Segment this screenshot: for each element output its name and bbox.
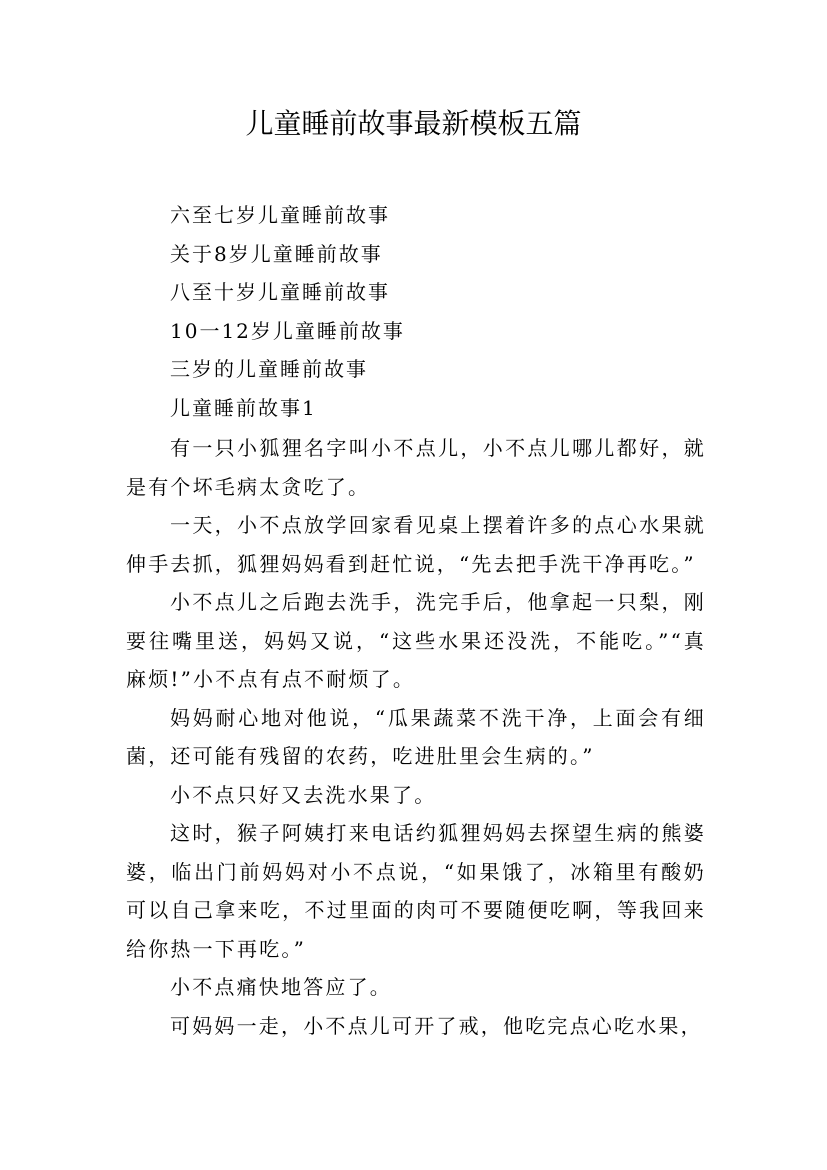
- paragraph: 这时，猴子阿姨打来电话约狐狸妈妈去探望生病的熊婆婆，临出门前妈妈对小不点说，“如果饿了，冰箱里有酸奶可以自己拿来吃，不过里面的肉可不要随便吃啊，等我回来给你热一下再吃。”: [126, 821, 706, 961]
- document-title: 儿童睡前故事最新模板五篇: [245, 107, 582, 140]
- paragraph: 小不点儿之后跑去洗手，洗完手后，他拿起一只梨，刚要往嘴里送，妈妈又说，“这些水果还没洗，不能吃。”“真麻烦!”小不点有点不耐烦了。: [126, 590, 706, 691]
- paragraph: 小不点只好又去洗水果了。: [170, 782, 437, 807]
- toc-item: 八至十岁儿童睡前故事: [170, 280, 390, 304]
- toc-item: 关于8岁儿童睡前故事: [170, 241, 383, 266]
- paragraph: 妈妈耐心地对他说，“瓜果蔬菜不洗干净，上面会有细菌，还可能有残留的农药，吃进肚里会生病的。”: [126, 705, 706, 768]
- toc-item: 六至七岁儿童睡前故事: [170, 203, 390, 227]
- table-of-contents: [170, 196, 730, 427]
- toc-item: 儿童睡前故事1: [170, 395, 317, 420]
- paragraph: 有一只小狐狸名字叫小不点儿，小不点儿哪儿都好，就是有个坏毛病太贪吃了。: [126, 436, 706, 499]
- toc-item: 三岁的儿童睡前故事: [170, 357, 368, 381]
- story-body: [126, 429, 706, 1045]
- paragraph: 小不点痛快地答应了。: [170, 975, 392, 999]
- paragraph: 可妈妈一走，小不点儿可开了戒，他吃完点心吃水果，: [170, 1013, 703, 1038]
- paragraph: 一天，小不点放学回家看见桌上摆着许多的点心水果就伸手去抓，狐狸妈妈看到赶忙说，“先去把手洗干净再吃。”: [126, 513, 706, 576]
- toc-item: 10一12岁儿童睡前故事: [170, 318, 405, 343]
